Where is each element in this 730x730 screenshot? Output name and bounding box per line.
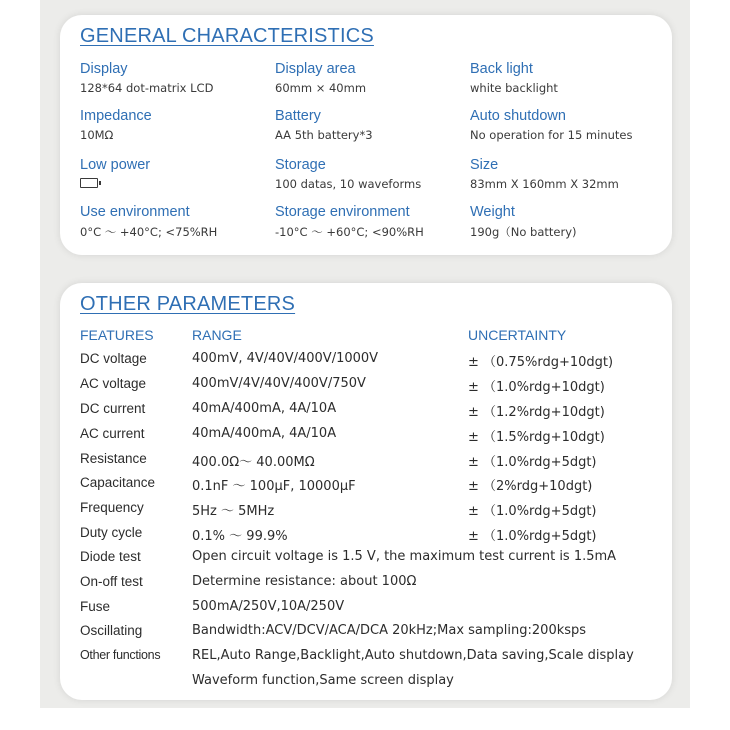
range-cell: REL,Auto Range,Backlight,Auto shutdown,Data saving,Scale display (192, 648, 634, 663)
spec-label: Impedance (80, 108, 152, 124)
range-cell: Determine resistance: about 100Ω (192, 574, 417, 589)
spec-value: -10°C ～ +60°C; <90%RH (275, 225, 424, 239)
table-row (60, 401, 672, 425)
spec-impedance (80, 108, 270, 142)
spec-value: white backlight (470, 81, 558, 95)
feature-cell: AC voltage (80, 376, 147, 391)
table-row (60, 351, 672, 375)
spec-label: Use environment (80, 204, 190, 220)
feature-cell: Resistance (80, 451, 147, 466)
spec-value: No operation for 15 minutes (470, 128, 633, 142)
uncertainty-cell: ± （1.0%rdg+5dgt) (468, 529, 597, 544)
range-cell: Bandwidth:ACV/DCV/ACA/DCA 20kHz;Max sampling:200ksps (192, 623, 587, 638)
uncertainty-cell: ± （1.0%rdg+5dgt) (468, 455, 597, 470)
general-characteristics-card (60, 15, 672, 255)
feature-cell: Capacitance (80, 475, 156, 490)
table-row (60, 376, 672, 400)
table-row (60, 451, 672, 475)
range-cell: 0.1nF ～ 100μF, 10000μF (192, 479, 356, 494)
spec-label: Battery (275, 108, 321, 124)
spec-value: 83mm X 160mm X 32mm (470, 177, 619, 191)
column-header-features: FEATURES (80, 327, 154, 343)
spec-label: Storage (275, 157, 326, 173)
section-title: GENERAL CHARACTERISTICS (80, 25, 374, 47)
spec-weight (470, 204, 660, 240)
feature-cell: Diode test (80, 549, 141, 564)
range-cell: 5Hz ～ 5MHz (192, 504, 275, 519)
spec-label: Display area (275, 61, 356, 77)
column-header-range: RANGE (192, 327, 242, 343)
spec-value: 190g（No battery) (470, 225, 577, 239)
table-row (60, 475, 672, 499)
spec-auto-shutdown (470, 108, 660, 142)
spec-display-area (275, 61, 465, 95)
uncertainty-cell: ± （0.75%rdg+10dgt) (468, 355, 614, 370)
feature-cell: Duty cycle (80, 525, 143, 540)
spec-display (80, 61, 270, 95)
table-row (60, 549, 672, 573)
range-cell: 400mV, 4V/40V/400V/1000V (192, 351, 379, 366)
range-cell: Waveform function,Same screen display (192, 673, 454, 688)
feature-cell: Fuse (80, 599, 111, 614)
range-cell: 400.0Ω～ 40.00MΩ (192, 455, 315, 470)
table-row (60, 525, 672, 549)
spec-label: Low power (80, 157, 151, 173)
spec-label: Auto shutdown (470, 108, 566, 124)
range-cell: 40mA/400mA, 4A/10A (192, 426, 337, 441)
spec-back-light (470, 61, 660, 95)
feature-cell: DC voltage (80, 351, 147, 366)
spec-label: Weight (470, 204, 515, 220)
range-cell: 40mA/400mA, 4A/10A (192, 401, 337, 416)
uncertainty-cell: ± （1.5%rdg+10dgt) (468, 430, 605, 445)
section-title: OTHER PARAMETERS (80, 293, 296, 315)
spec-value: 100 datas, 10 waveforms (275, 177, 422, 191)
spec-value: 60mm × 40mm (275, 81, 367, 95)
spec-label: Size (470, 157, 499, 173)
uncertainty-cell: ± （1.0%rdg+10dgt) (468, 380, 605, 395)
range-cell: Open circuit voltage is 1.5 V, the maximum test current is 1.5mA (192, 549, 617, 564)
uncertainty-cell: ± （1.2%rdg+10dgt) (468, 405, 605, 420)
table-row (60, 673, 672, 697)
table-row (60, 623, 672, 647)
feature-cell: On-off test (80, 574, 143, 589)
uncertainty-cell: ± （2%rdg+10dgt) (468, 479, 593, 494)
spec-label: Display (80, 61, 128, 77)
feature-cell: DC current (80, 401, 146, 416)
table-row (60, 648, 672, 672)
spec-size (470, 157, 660, 191)
spec-use-environment (80, 204, 270, 240)
spec-battery (275, 108, 465, 142)
range-cell: 400mV/4V/40V/400V/750V (192, 376, 366, 391)
feature-cell: Frequency (80, 500, 144, 515)
range-cell: 500mA/250V,10A/250V (192, 599, 345, 614)
column-header-uncertainty: UNCERTAINTY (468, 327, 567, 343)
other-parameters-card (60, 283, 672, 700)
spec-value: 128*64 dot-matrix LCD (80, 81, 214, 95)
spec-value: AA 5th battery*3 (275, 128, 373, 142)
feature-cell: Other functions (80, 648, 161, 662)
spec-label: Storage environment (275, 204, 410, 220)
feature-cell: Oscillating (80, 623, 143, 638)
table-row (60, 599, 672, 623)
uncertainty-cell: ± （1.0%rdg+5dgt) (468, 504, 597, 519)
spec-storage (275, 157, 465, 191)
range-cell: 0.1% ～ 99.9% (192, 529, 288, 544)
spec-label: Back light (470, 61, 533, 77)
spec-value: 0°C ～ +40°C; <75%RH (80, 225, 218, 239)
feature-cell: AC current (80, 426, 145, 441)
spec-storage-environment (275, 204, 465, 240)
spec-value: 10MΩ (80, 128, 114, 142)
table-row (60, 426, 672, 450)
table-row (60, 500, 672, 524)
table-row (60, 574, 672, 598)
battery-icon (80, 178, 98, 188)
spec-low-power (80, 157, 270, 192)
